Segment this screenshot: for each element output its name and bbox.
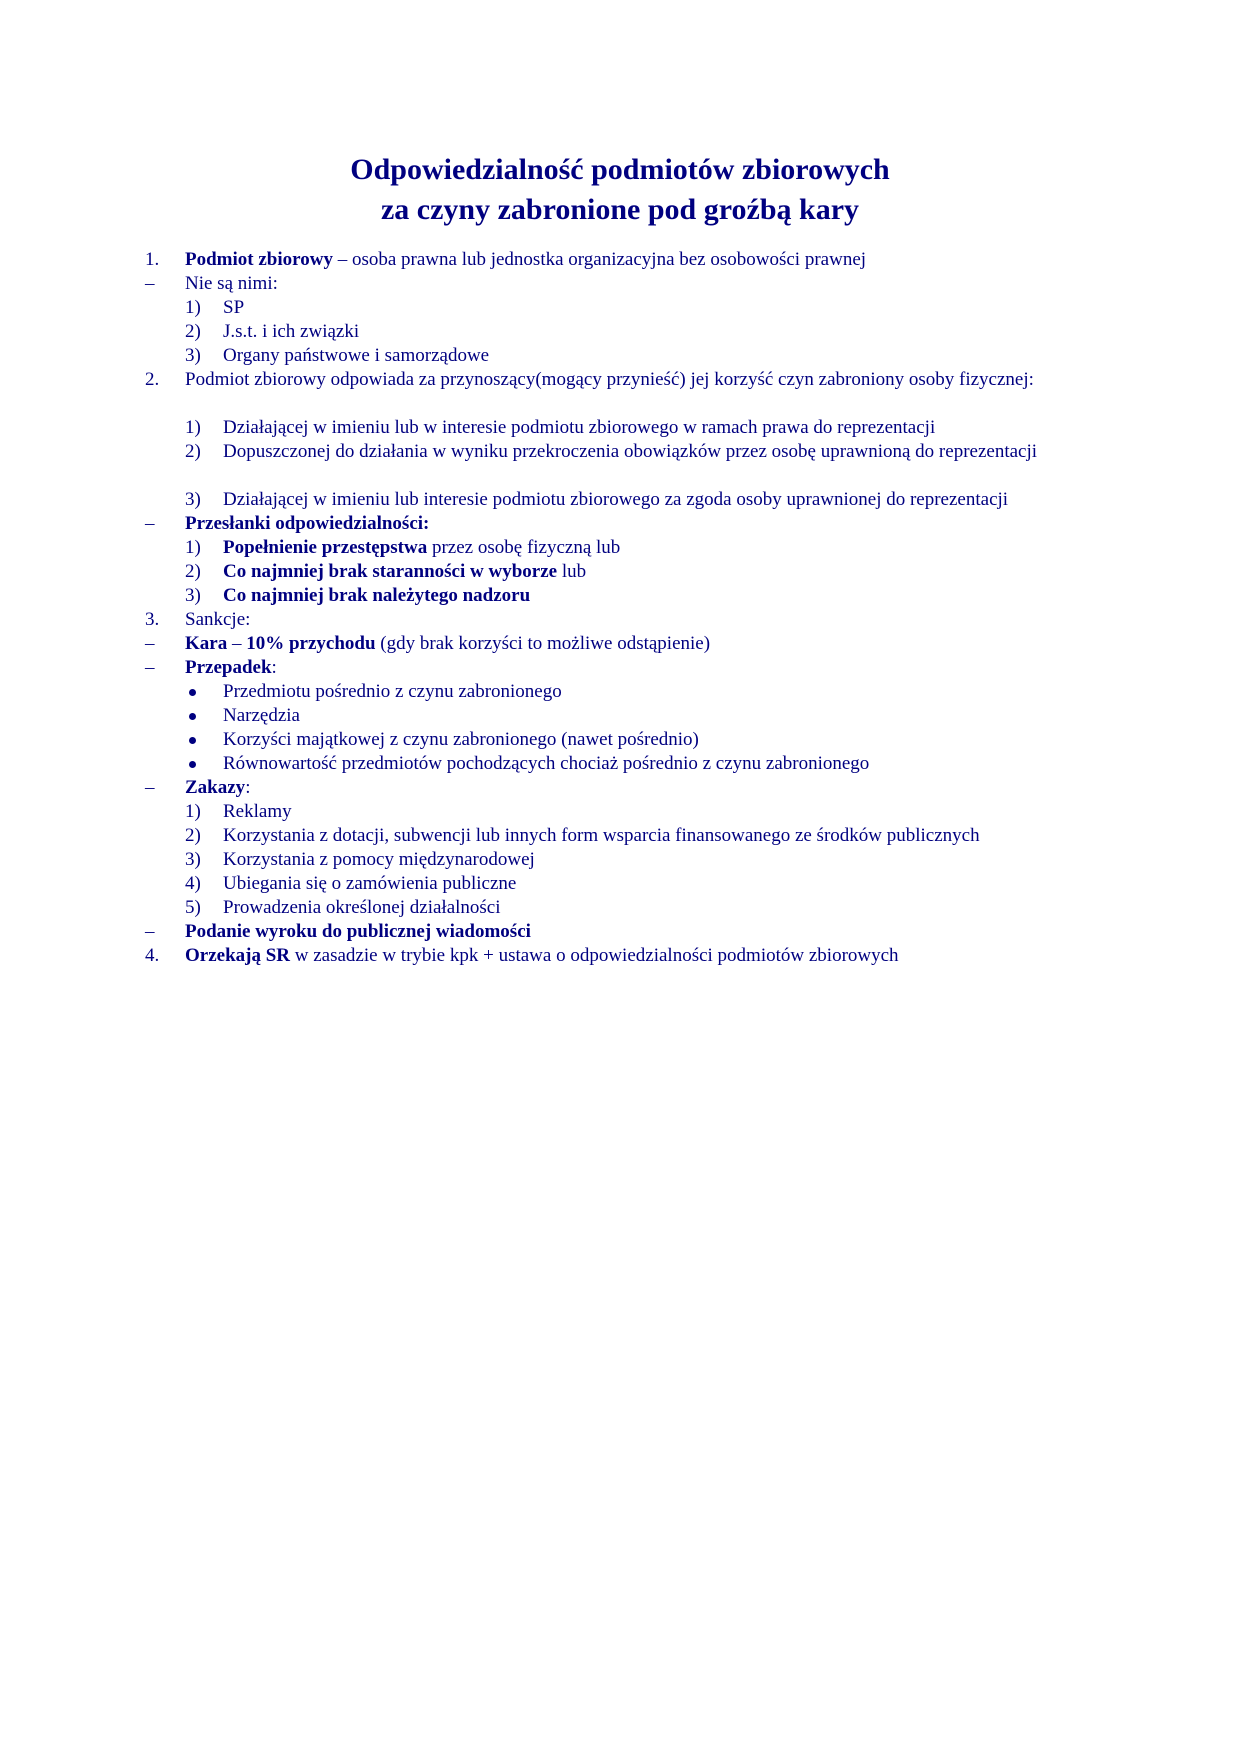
bullet-icon — [189, 713, 196, 720]
list-item — [145, 248, 1105, 272]
list-marker: 3) — [185, 849, 201, 870]
item-text: J.s.t. i ich związki — [223, 321, 360, 342]
list-item — [145, 560, 1105, 584]
list-item — [145, 320, 1105, 344]
list-marker: 2. — [145, 369, 160, 390]
item-text: Ubiegania się o zamówienia publiczne — [223, 873, 517, 894]
bold-term: Co najmniej brak staranności w wyborze — [223, 561, 558, 582]
item-text: Równowartość przedmiotów pochodzących chociaż pośrednio z czynu zabronionego — [223, 753, 870, 774]
item-text: Nie są nimi: — [185, 273, 278, 294]
list-item — [145, 704, 1105, 728]
document-body — [145, 248, 1105, 968]
title-line-1: Odpowiedzialność podmiotów zbiorowych — [350, 153, 890, 186]
list-marker: 4) — [185, 873, 201, 894]
item-text: Organy państwowe i samorządowe — [223, 345, 490, 366]
list-item — [145, 944, 1105, 968]
list-marker: 2) — [185, 441, 201, 462]
item-text: Korzystania z dotacji, subwencji lub innych form wsparcia finansowanego ze środków publicznych — [223, 825, 980, 846]
bold-term: Przepadek — [185, 657, 272, 678]
dash-marker: – — [145, 633, 155, 654]
dash-marker: – — [145, 273, 155, 294]
bold-term: Kara — [185, 633, 228, 654]
dash-marker: – — [145, 513, 155, 534]
list-marker: 3. — [145, 609, 160, 630]
bold-term: Przesłanki odpowiedzialności: — [185, 513, 430, 534]
list-item — [145, 752, 1105, 776]
item-text: Działającej w imieniu lub w interesie podmiotu zbiorowego w ramach prawa do reprezentacji — [223, 417, 936, 438]
list-marker: 2) — [185, 321, 201, 342]
list-marker: 1) — [185, 417, 201, 438]
bold-term: Popełnienie przestępstwa — [223, 537, 428, 558]
bold-term: Orzekają SR — [185, 945, 291, 966]
list-item — [145, 632, 1105, 656]
list-item — [145, 440, 1105, 488]
item-text: Działającej w imieniu lub interesie podmiotu zbiorowego za zgoda osoby uprawnionej do reprezentacji — [223, 489, 1009, 510]
list-marker: 1. — [145, 249, 160, 270]
list-item — [145, 896, 1105, 920]
item-text: Dopuszczonej do działania w wyniku przekroczenia obowiązków przez osobę uprawnioną do reprezentacji — [223, 441, 1038, 462]
list-marker: 3) — [185, 345, 201, 366]
list-item — [145, 800, 1105, 824]
item-text: Korzyści majątkowej z czynu zabronionego (nawet pośrednio) — [223, 729, 699, 750]
list-marker: 1) — [185, 297, 201, 318]
item-text: : — [271, 657, 277, 678]
list-item — [145, 824, 1105, 848]
list-item — [145, 512, 1105, 536]
item-text: Sankcje: — [185, 609, 251, 630]
list-item — [145, 848, 1105, 872]
list-item — [145, 296, 1105, 320]
list-item — [145, 872, 1105, 896]
list-marker: 2) — [185, 561, 201, 582]
bold-term: Podanie wyroku do publicznej wiadomości — [185, 921, 531, 942]
dash-marker: – — [145, 777, 155, 798]
bold-term: Zakazy — [185, 777, 246, 798]
item-text: Podmiot zbiorowy odpowiada za przynoszący(mogący przynieść) jej korzyść czyn zabroniony osoby fizycznej: — [185, 369, 1034, 390]
list-item — [145, 344, 1105, 368]
item-text: SP — [223, 297, 245, 318]
bold-term: Co najmniej brak należytego nadzoru — [223, 585, 531, 606]
bold-term: Podmiot zbiorowy — [185, 249, 333, 270]
list-item — [145, 272, 1105, 296]
list-item — [145, 608, 1105, 632]
list-item — [145, 776, 1105, 800]
bold-term: 10% przychodu — [246, 633, 376, 654]
list-marker: 2) — [185, 825, 201, 846]
list-item — [145, 584, 1105, 608]
list-item — [145, 368, 1105, 416]
title-line-2: za czyny zabronione pod groźbą kary — [380, 193, 860, 226]
bullet-icon — [189, 737, 196, 744]
dash-marker: – — [145, 921, 155, 942]
list-item — [145, 680, 1105, 704]
bullet-icon — [189, 761, 196, 768]
item-text: przez osobę fizyczną lub — [427, 537, 621, 558]
list-item — [145, 656, 1105, 680]
list-marker: 3) — [185, 585, 201, 606]
item-text: – osoba prawna lub jednostka organizacyjna bez osobowości prawnej — [332, 249, 867, 270]
list-item — [145, 488, 1105, 512]
item-text: Narzędzia — [223, 705, 300, 726]
item-text: Przedmiotu pośrednio z czynu zabronionego — [223, 681, 562, 702]
list-marker: 1) — [185, 801, 201, 822]
list-marker: 3) — [185, 489, 201, 510]
item-text: Prowadzenia określonej działalności — [223, 897, 501, 918]
item-text: Reklamy — [223, 801, 292, 822]
list-marker: 5) — [185, 897, 201, 918]
item-text: w zasadzie w trybie kpk + ustawa o odpowiedzialności podmiotów zbiorowych — [290, 945, 899, 966]
list-item — [145, 416, 1105, 440]
item-text: lub — [557, 561, 587, 582]
bullet-icon — [189, 689, 196, 696]
item-text: : — [245, 777, 251, 798]
document-title — [0, 150, 1240, 230]
item-text: Korzystania z pomocy międzynarodowej — [223, 849, 535, 870]
list-item — [145, 920, 1105, 944]
list-item — [145, 536, 1105, 560]
list-marker: 4. — [145, 945, 160, 966]
list-item — [145, 728, 1105, 752]
item-text: (gdy brak korzyści to możliwe odstąpienie) — [375, 633, 711, 654]
dash-marker: – — [145, 657, 155, 678]
list-marker: 1) — [185, 537, 201, 558]
item-text: – — [227, 633, 247, 654]
